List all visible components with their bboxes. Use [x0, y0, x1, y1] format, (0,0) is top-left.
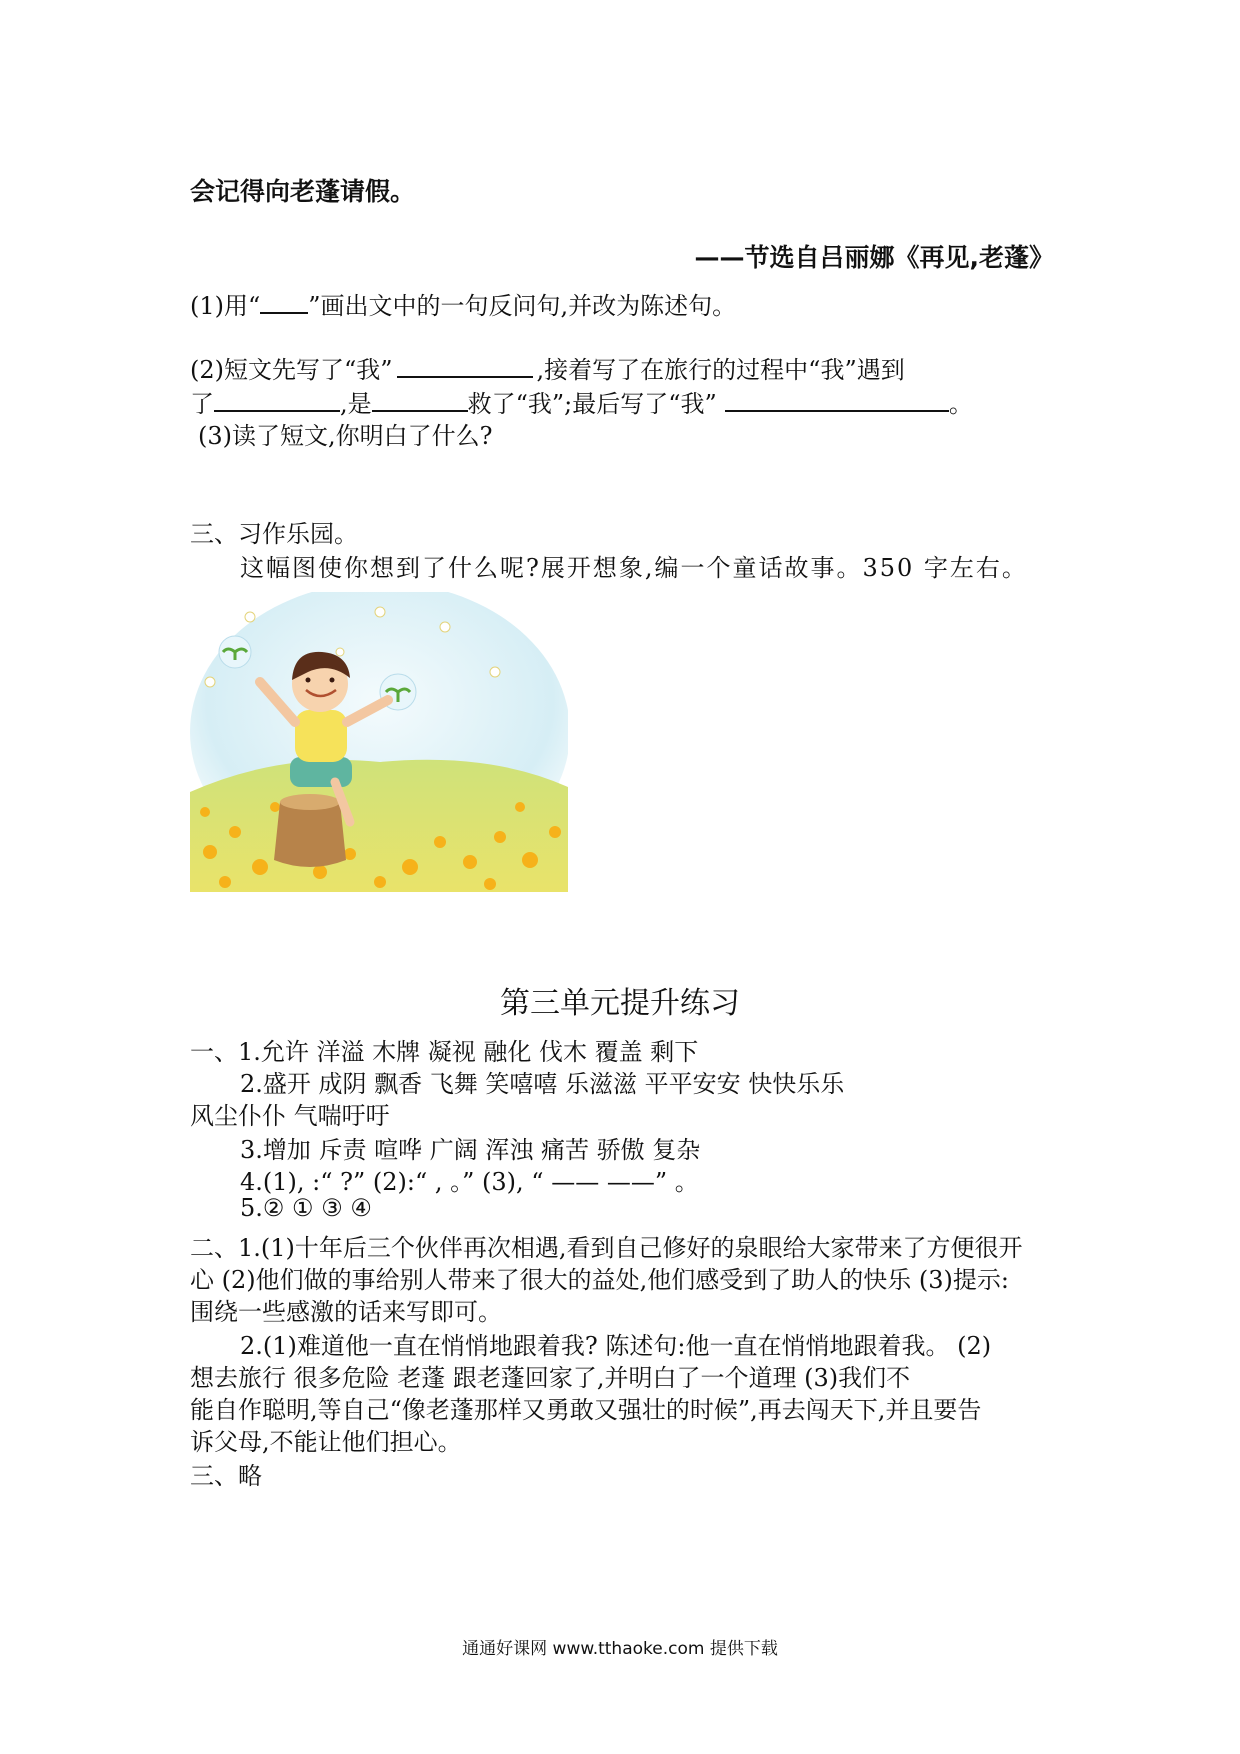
question-2-part-b: ,接着写了在旅行的过程中“我”遇到 [536, 356, 905, 384]
answer-line-4: 3.增加 斥责 喧哗 广阔 浑浊 痛苦 骄傲 复杂 [240, 1136, 701, 1164]
meadow [190, 760, 568, 892]
question-1-prefix: (1)用“ [190, 292, 261, 320]
question-1 [190, 286, 736, 321]
question-3: (3)读了短文,你明白了什么? [198, 422, 493, 450]
answer-line-7: 二、1.(1)十年后三个伙伴再次相遇,看到自己修好的泉眼给大家带来了方便很开 [190, 1234, 1023, 1262]
passage-source: ——节选自吕丽娜《再见,老蓬》 [694, 243, 1054, 272]
illustration-girl-in-meadow [190, 592, 568, 892]
answer-line-2: 2.盛开 成阴 飘香 飞舞 笑嘻嘻 乐滋滋 平平安安 快快乐乐 [240, 1070, 845, 1098]
section-3-heading: 三、习作乐园。 [190, 520, 358, 548]
answer-line-14: 三、略 [190, 1462, 262, 1490]
answer-line-13: 诉父母,不能让他们担心。 [190, 1428, 462, 1456]
answer-line-5: 4.(1), :“ ?” (2):“ , 。” (3), “ —— ——” 。 [240, 1168, 699, 1196]
question-2-part-d: ,是 [340, 390, 372, 418]
passage-end-text: 会记得向老蓬请假。 [190, 177, 416, 206]
answer-line-11: 想去旅行 很多危险 老蓬 跟老蓬回家了,并明白了一个道理 (3)我们不 [190, 1364, 911, 1392]
answer-line-1: 一、1.允许 洋溢 木牌 凝视 融化 伐木 覆盖 剩下 [190, 1038, 699, 1066]
page-footer: 通通好课网 www.tthaoke.com 提供下载 [462, 1639, 778, 1659]
writing-prompt: 这幅图使你想到了什么呢?展开想象,编一个童话故事。350 字左右。 [240, 554, 1028, 582]
answer-line-10: 2.(1)难道他一直在悄悄地跟着我? 陈述句:他一直在悄悄地跟着我。 (2) [240, 1332, 992, 1360]
answer-blank-1[interactable] [397, 354, 533, 378]
answer-line-8: 心 (2)他们做的事给别人带来了很大的益处,他们感受到了助人的快乐 (3)提示: [190, 1266, 1009, 1294]
answer-line-6: 5.② ① ③ ④ [240, 1194, 372, 1222]
answers-title: 第三单元提升练习 [500, 986, 740, 1021]
answer-line-9: 围绕一些感激的话来写即可。 [190, 1298, 502, 1326]
question-2-part-a: (2)短文先写了“我” [190, 356, 393, 384]
underline-sample [260, 290, 308, 314]
answer-blank-2[interactable] [214, 388, 340, 412]
answer-line-3: 风尘仆仆 气喘吁吁 [190, 1102, 390, 1130]
question-2-part-e: 救了“我”;最后写了“我” [467, 390, 717, 418]
question-2-part-f: 。 [948, 390, 973, 418]
question-1-suffix: ”画出文中的一句反问句,并改为陈述句。 [308, 292, 737, 320]
answer-blank-4[interactable] [725, 388, 949, 412]
answer-blank-3[interactable] [372, 388, 468, 412]
question-2-line-1 [190, 350, 905, 385]
question-2-part-c: 了 [190, 390, 214, 418]
question-2-line-2 [190, 384, 973, 419]
answer-line-12: 能自作聪明,等自己“像老蓬那样又勇敢又强壮的时候”,再去闯天下,并且要告 [190, 1396, 982, 1424]
